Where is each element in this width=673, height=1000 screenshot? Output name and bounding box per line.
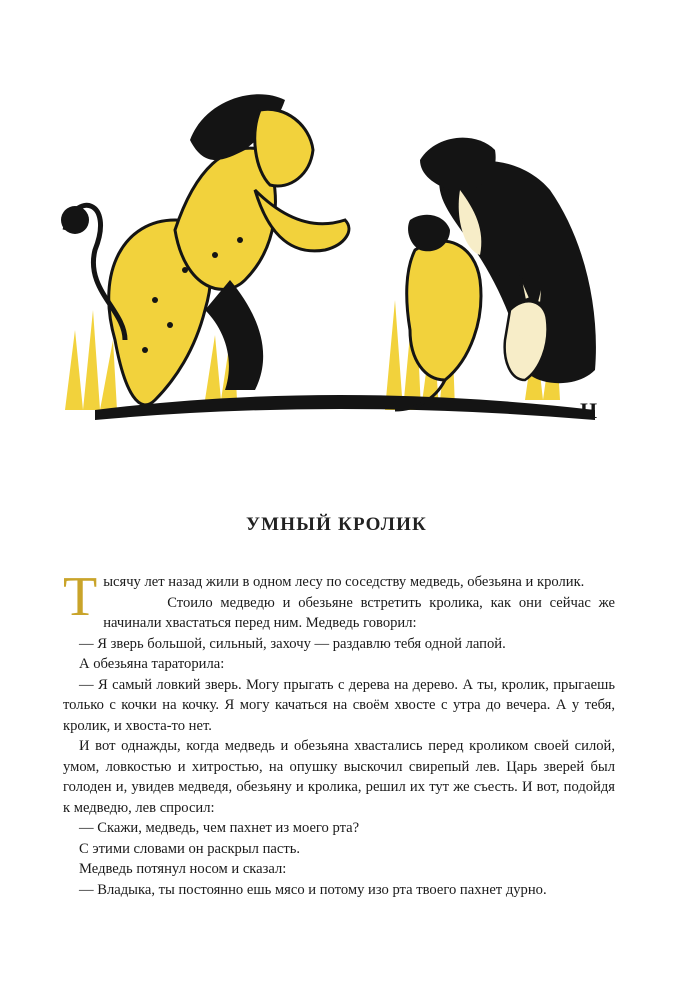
artist-signature: Н xyxy=(580,398,598,423)
ground-shadow xyxy=(95,395,595,420)
paragraph-10: — Владыка, ты постоянно ешь мясо и потому изо рта твоего пахнет дурно. xyxy=(79,881,547,898)
story-illustration xyxy=(55,80,615,430)
paragraph-text: ысячу лет назад жили в одном лесу по соседству медведь, обезьяна и кролик. xyxy=(103,574,585,590)
paragraph-7: — Скажи, медведь, чем пахнет из моего рта? xyxy=(79,820,360,836)
paragraph-8: С этими словами он раскрыл пасть. xyxy=(79,840,301,857)
paragraph-6: И вот однажды, когда медведь и обезьяна хвастались перед кроликом своей силой, умом, ловкостью и хитростью, на опушку выскочил свирепый лев. Царь зверей был голоден и, увидев медведя, обезьяну и кролика, решил их тут же съесть. И вот, подойдя к медведю, лев спросил: xyxy=(63,738,615,816)
paragraph-4: А обезьяна тараторила: xyxy=(79,656,225,672)
drop-cap: Т xyxy=(63,566,98,628)
story-text xyxy=(63,566,615,900)
paragraph-2: Стоило медведю и обезьяне встретить кролика, как они сейчас же начинали хвастаться перед ним. Медведь говорил: xyxy=(103,594,615,631)
paragraph-5: — Я самый ловкий зверь. Могу прыгать с дерева на дерево. А ты, кролик, прыгаешь только с кочки на кочку. Я могу качаться на своём хвосте с утра до вечера. А у тебя, кролик, и хвоста-то нет. xyxy=(63,676,615,734)
paragraph-3: — Я зверь большой, сильный, захочу — раздавлю тебя одной лапой. xyxy=(79,635,506,652)
lion-figure xyxy=(61,94,349,405)
paragraph-9: Медведь потянул носом и сказал: xyxy=(79,861,287,877)
page-title: УМНЫЙ КРОЛИК xyxy=(245,514,428,535)
